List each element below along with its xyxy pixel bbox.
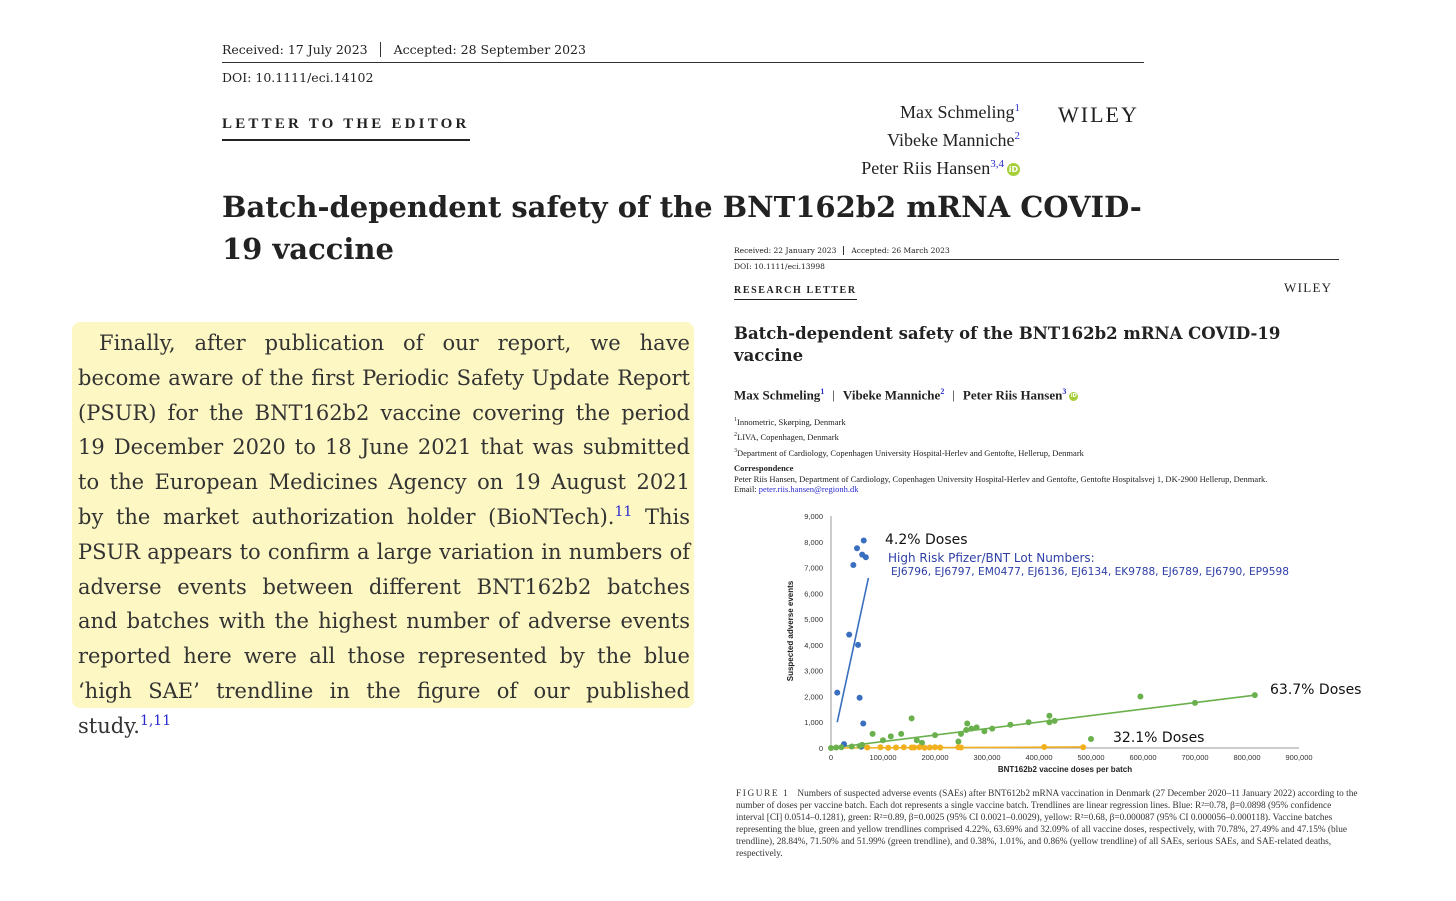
figure-label: FIGURE 1: [736, 789, 790, 799]
green-data-point: [870, 731, 876, 737]
yellow-data-point: [911, 744, 917, 750]
y-tick-label: 2,000: [804, 692, 823, 702]
green-data-point: [1252, 692, 1258, 698]
green-data-point: [1026, 719, 1032, 725]
rl-publisher-logo: WILEY: [1284, 280, 1333, 295]
green-data-point: [989, 726, 995, 732]
green-data-point: [1046, 713, 1052, 719]
blue-data-point: [850, 562, 856, 568]
y-tick-label: 8,000: [804, 537, 823, 547]
green-data-point: [880, 737, 886, 743]
high-risk-title: High Risk Pfizer/BNT Lot Numbers:: [888, 551, 1095, 565]
yellow-data-point: [885, 745, 891, 751]
green-data-point: [968, 726, 974, 732]
yellow-data-point: [901, 744, 907, 750]
rl-section-label: RESEARCH LETTER: [734, 285, 857, 300]
author: Peter Riis Hansen$^{3,4}$ iD: [861, 158, 1019, 178]
blue-data-point: [854, 545, 860, 551]
green-data-point: [958, 731, 964, 737]
rl-author-list: [734, 387, 1078, 403]
rl-author: Vibeke Manniche: [842, 387, 941, 403]
y-tick-label: 5,000: [804, 615, 823, 625]
green-data-point: [828, 745, 834, 751]
green-data-point: [914, 737, 920, 743]
affiliation: $^3$Department of Cardiology, Copenhagen University Hospital-Herlev and Gentofte, Hellerup, Denmark: [734, 447, 1084, 458]
x-tick-label: 700,000: [1181, 753, 1209, 762]
author-affil-link[interactable]: 1: [1014, 102, 1020, 114]
rl-author-affil-link[interactable]: 3: [1062, 387, 1067, 396]
x-tick-label: 800,000: [1233, 753, 1261, 762]
blue-data-point: [834, 690, 840, 696]
yellow-data-point: [927, 744, 933, 750]
green-data-point: [1137, 693, 1143, 699]
green-data-point: [932, 732, 938, 738]
rl-author: Peter Riis Hansen: [962, 387, 1063, 403]
yellow-dose-annotation: 32.1% Doses: [1113, 730, 1205, 746]
author-separator: |: [952, 387, 955, 403]
accepted-date: Accepted: 28 September 2023: [393, 42, 586, 57]
x-tick-label: 300,000: [973, 753, 1001, 762]
figure-caption: [736, 788, 1361, 860]
y-tick-label: 9,000: [804, 512, 823, 521]
author-affil-link[interactable]: 2: [1014, 130, 1020, 142]
yellow-data-point: [932, 744, 938, 750]
green-data-point: [838, 744, 844, 750]
yellow-data-point: [1080, 744, 1086, 750]
yellow-data-point: [916, 744, 922, 750]
rl-author-affil-link[interactable]: 2: [940, 387, 945, 396]
x-tick-label: 200,000: [921, 753, 949, 762]
yellow-data-point: [893, 744, 899, 750]
correspondence-text: Peter Riis Hansen, Department of Cardiology, Copenhagen University Hospital-Herlev and Gentofte, Gentofte Hospitalsvej 1, DK-2900 Hellerup, Denmark.: [734, 473, 1268, 484]
x-tick-label: 900,000: [1285, 753, 1313, 762]
green-data-point: [859, 742, 865, 748]
y-tick-label: 4,000: [804, 640, 823, 650]
cropped-text-line: [112, 296, 682, 316]
email-line: Email: peter.riis.hansen@regionh.dk: [734, 484, 859, 494]
rl-header-rule: [734, 259, 1339, 260]
correspondence: [734, 463, 1334, 495]
rl-author-affil-link[interactable]: 1: [820, 387, 825, 396]
green-data-point: [964, 721, 970, 727]
blue-data-point: [860, 721, 866, 727]
green-data-point: [898, 731, 904, 737]
green-data-point: [963, 727, 969, 733]
yellow-data-point: [1041, 744, 1047, 750]
y-axis-label: Suspected adverse events: [786, 580, 795, 682]
author-affil-link[interactable]: 3,4: [990, 158, 1004, 170]
yellow-data-point: [922, 745, 928, 751]
green-dose-annotation: 63.7% Doses: [1270, 682, 1362, 698]
paragraph-text: This PSUR appears to confirm a large variation in numbers of adverse events between different BNT162b2 batches and batches with the highest number of adverse events reported here were all those represented by the blue ‘high SAE’ trendline in the figure of our published study.: [78, 504, 690, 738]
top-dates: [222, 42, 1144, 57]
y-tick-label: 3,000: [804, 666, 823, 676]
green-data-point: [974, 724, 980, 730]
green-data-point: [955, 739, 961, 745]
author: Vibeke Manniche$^2$: [887, 130, 1020, 150]
green-data-point: [1192, 700, 1198, 706]
yellow-data-point: [877, 744, 883, 750]
yellow-data-point: [958, 744, 964, 750]
y-tick-label: 1,000: [804, 718, 823, 728]
blue-data-point: [857, 695, 863, 701]
paragraph-text: Finally, after publication of our report, we have become aware of the first Periodic Safety Update Report (PSUR) for the BNT162b2 vaccine covering the period 19 December 2020 to 18 June 2021 that was submitted to the European Medicines Agency on 19 August 2021 by the market authorization holder (BioNTech).: [78, 331, 690, 529]
highlighted-paragraph: [78, 326, 690, 744]
affiliation: $^1$Innometric, Skørping, Denmark: [734, 416, 846, 427]
high-risk-lots: EJ6796, EJ6797, EM0477, EJ6136, EJ6134, EK9788, EJ6789, EJ6790, EP9598: [891, 566, 1289, 578]
green-data-point: [981, 728, 987, 734]
caption-text: Numbers of suspected adverse events (SAEs) after BNT612b2 mRNA vaccination in Denmark (27 December 2020–11 January 2022) according to the number of doses per vaccine batch. Each dot represents a single vaccine batch. Trendlines are linear regression lines. Blue: R²=0.78, β=0.0898 (95% confidence interval [CI] 0.0514–0.1281), green: R²=0.89, β=0.0025 (95% CI 0.0021–0.0029), yellow: R²=0.68, β=0.000087 (95% CI 0.000056–0.000118). Vaccine batches representing the blue, green and yellow trendlines comprised 4.22%, 63.69% and 32.09% of all vaccine doses, respectively, with 70.78%, 27.49% and 47.15% (blue trendline), 28.84%, 71.50% and 51.99% (green trendline), and 0.38%, 1.01%, and 0.86% (yellow trendline) of all SAEs, serious SAEs, and SAE-related deaths, respectively.: [736, 789, 1358, 859]
x-axis-label: BNT162b2 vaccine doses per batch: [997, 765, 1133, 774]
trendlines: [831, 578, 1255, 748]
affiliations: [734, 414, 1084, 460]
chart-axes: [804, 512, 1312, 762]
x-tick-label: 600,000: [1129, 753, 1157, 762]
publisher-logo: WILEY: [1058, 102, 1139, 127]
reference-link[interactable]: 11: [614, 503, 633, 520]
blue-trendline: [837, 578, 868, 722]
yellow-data-point: [864, 744, 870, 750]
x-tick-label: 400,000: [1025, 753, 1053, 762]
green-data-point: [909, 715, 915, 721]
blue-data-point: [846, 632, 852, 638]
blue-data-point: [855, 642, 861, 648]
received-date: Received: 17 July 2023: [222, 42, 381, 57]
blue-data-point: [863, 554, 869, 560]
affiliation: $^2$LIVA, Copenhagen, Denmark: [734, 432, 839, 443]
header-rule: [222, 62, 1144, 63]
y-tick-label: 0: [818, 744, 823, 753]
green-data-point: [1052, 718, 1058, 724]
blue-data-point: [861, 537, 867, 543]
orcid-icon[interactable]: iD: [1008, 165, 1019, 175]
rl-author: Max Schmeling: [734, 387, 821, 403]
x-tick-label: 500,000: [1077, 753, 1105, 762]
x-tick-label: 100,000: [869, 753, 897, 762]
author-list: [800, 96, 1020, 180]
green-data-point: [1046, 719, 1052, 725]
scatter-chart: [770, 505, 1380, 777]
y-tick-label: 6,000: [804, 589, 823, 599]
x-tick-label: 0: [828, 753, 834, 762]
rl-article-title: Batch-dependent safety of the BNT162b2 mRNA COVID-19 vaccine: [734, 324, 1281, 365]
green-data-point: [1088, 736, 1094, 742]
rl-received-date: Received: 22 January 2023: [734, 246, 844, 255]
author-separator: |: [832, 387, 835, 403]
rl-doi: DOI: 10.1111/eci.13998: [734, 262, 825, 271]
blue-dose-annotation: 4.2% Doses: [885, 532, 968, 548]
y-tick-label: 7,000: [804, 563, 823, 573]
green-data-point: [833, 744, 839, 750]
green-data-point: [1007, 722, 1013, 728]
section-label: LETTER TO THE EDITOR: [222, 116, 470, 141]
yellow-data-point: [937, 744, 943, 750]
correspondence-label: Correspondence: [734, 463, 794, 473]
rl-dates: [734, 246, 950, 255]
author: Max Schmeling$^1$: [900, 102, 1020, 122]
green-data-point: [849, 743, 855, 749]
reference-link[interactable]: 1,11: [139, 712, 172, 729]
article-title: Batch-dependent safety of the BNT162b2 mRNA COVID-19 vaccine: [222, 190, 1142, 266]
rl-accepted-date: Accepted: 26 March 2023: [851, 246, 950, 255]
orcid-icon[interactable]: iD: [1070, 392, 1077, 399]
doi: DOI: 10.1111/eci.14102: [222, 70, 374, 85]
green-data-point: [888, 733, 894, 739]
email-link[interactable]: peter.riis.hansen@regionh.dk: [758, 484, 859, 494]
